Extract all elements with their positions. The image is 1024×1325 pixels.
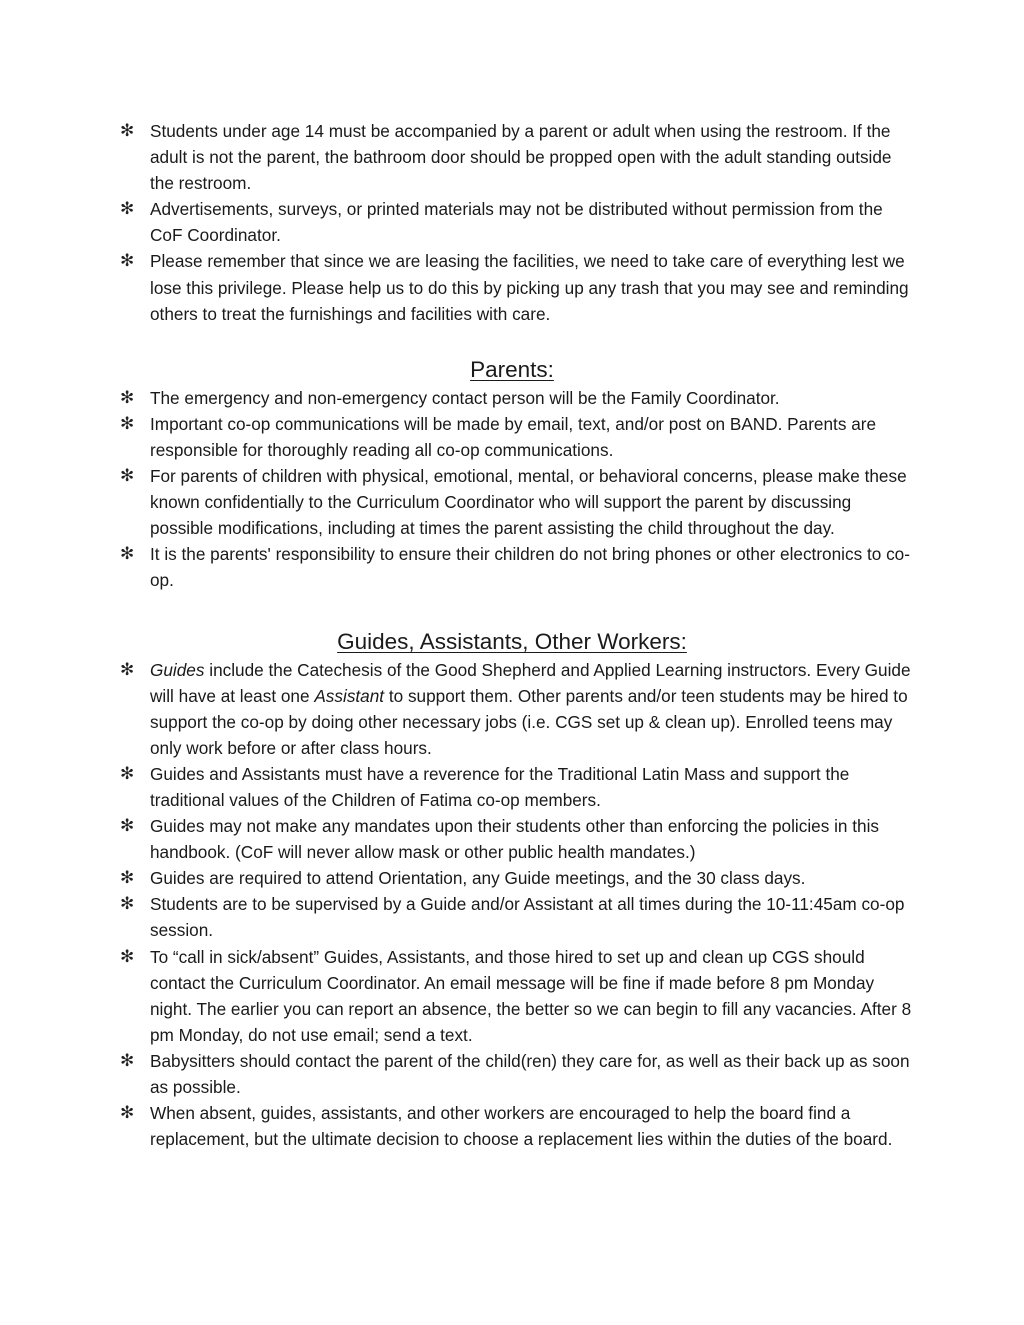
list-item (0, 865, 1024, 891)
list-item (0, 118, 1024, 196)
asterisk-icon: ✻ (120, 868, 135, 888)
list-item (0, 196, 1024, 248)
asterisk-icon: ✻ (120, 413, 135, 433)
list-item (0, 541, 1024, 593)
asterisk-icon: ✻ (120, 121, 135, 140)
list-item (0, 411, 1024, 463)
list-item (0, 1100, 1024, 1152)
list-item-text: To “call in sick/absent” Guides, Assistants, and those hired to set up and clean up CGS should contact the Curriculum Coordinator. An email message will be fine if made before 8 pm Monday night. The earlier you can report an absence, the better so we can begin to fill any vacancies. After 8 pm Monday, do not use email; send a text. (150, 946, 912, 1045)
list-item (0, 891, 1024, 943)
guides-heading: Guides, Assistants, Other Workers: (337, 628, 687, 654)
list-item-text: Please remember that since we are leasing the facilities, we need to take care of everything lest we lose this privilege. Please help us to do this by picking up any trash that you may see and reminding others to treat the furnishings and facilities with care. (150, 251, 909, 324)
list-item (0, 248, 1024, 326)
guides-term: Guides (150, 659, 205, 680)
list-item-text: Important co-op communications will be made by email, text, and/or post on BAND. Parents are responsible for thoroughly reading all co-op communications. (150, 413, 877, 460)
asterisk-icon: ✻ (120, 1050, 135, 1070)
list-item-text: to support them. Other parents and/or teen students may be hired to support the co-op by doing other necessary jobs (i.e. CGS set up & clean up). Enrolled teens may only work before or after class hours. (150, 685, 908, 758)
asterisk-icon: ✻ (120, 387, 135, 407)
parents-heading: Parents: (470, 356, 554, 382)
list-item-text: include the Catechesis of the Good Shepherd and Applied Learning instructors. Every Guide will have at least one (150, 659, 911, 706)
list-item (0, 463, 1024, 541)
list-item (0, 385, 1024, 411)
intro-list (0, 118, 1024, 327)
list-item (0, 813, 1024, 865)
guides-list (0, 657, 1024, 1153)
list-item-text: Guides may not make any mandates upon their students other than enforcing the policies in this handbook. (CoF will never allow mask or other public health mandates.) (150, 816, 879, 863)
asterisk-icon: ✻ (120, 894, 135, 914)
asterisk-icon: ✻ (120, 466, 135, 486)
asterisk-icon: ✻ (120, 251, 135, 271)
list-item-text: Guides are required to attend Orientation, any Guide meetings, and the 30 class days. (150, 868, 806, 889)
list-item-text: The emergency and non-emergency contact person will be the Family Coordinator. (150, 387, 780, 408)
list-item-text: Students are to be supervised by a Guide and/or Assistant at all times during the 10-11:45am co-op session. (150, 894, 905, 941)
parents-list (0, 385, 1024, 594)
document-page (0, 118, 1024, 1152)
asterisk-icon: ✻ (120, 763, 135, 783)
list-item-text: For parents of children with physical, emotional, mental, or behavioral concerns, please make these known confidentially to the Curriculum Coordinator who will support the parent by discussing possible modifications, including at times the parent assisting the child throughout the day. (150, 466, 907, 539)
list-item-text: Babysitters should contact the parent of the child(ren) they care for, as well as their back up as soon as possible. (150, 1050, 910, 1097)
asterisk-icon: ✻ (120, 544, 135, 564)
list-item (0, 944, 1024, 1048)
asterisk-icon: ✻ (120, 199, 135, 219)
asterisk-icon: ✻ (120, 816, 135, 836)
list-item-text: Students under age 14 must be accompanied by a parent or adult when using the restroom. If the adult is not the parent, the bathroom door should be propped open with the adult standing outside the restroom. (150, 121, 892, 194)
list-item (0, 761, 1024, 813)
asterisk-icon: ✻ (120, 1103, 135, 1123)
list-item-text: When absent, guides, assistants, and other workers are encouraged to help the board find a replacement, but the ultimate decision to choose a replacement lies within the duties of the board. (150, 1103, 893, 1150)
asterisk-icon: ✻ (120, 946, 135, 966)
list-item (0, 657, 1024, 761)
asterisk-icon: ✻ (120, 659, 135, 679)
list-item-text: Advertisements, surveys, or printed materials may not be distributed without permission from the CoF Coordinator. (150, 199, 883, 246)
list-item-text: It is the parents' responsibility to ensure their children do not bring phones or other electronics to co-op. (150, 544, 910, 591)
list-item-text: Guides and Assistants must have a reverence for the Traditional Latin Mass and support the traditional values of the Children of Fatima co-op members. (150, 763, 850, 810)
assistant-term: Assistant (314, 685, 385, 706)
list-item (0, 1048, 1024, 1100)
